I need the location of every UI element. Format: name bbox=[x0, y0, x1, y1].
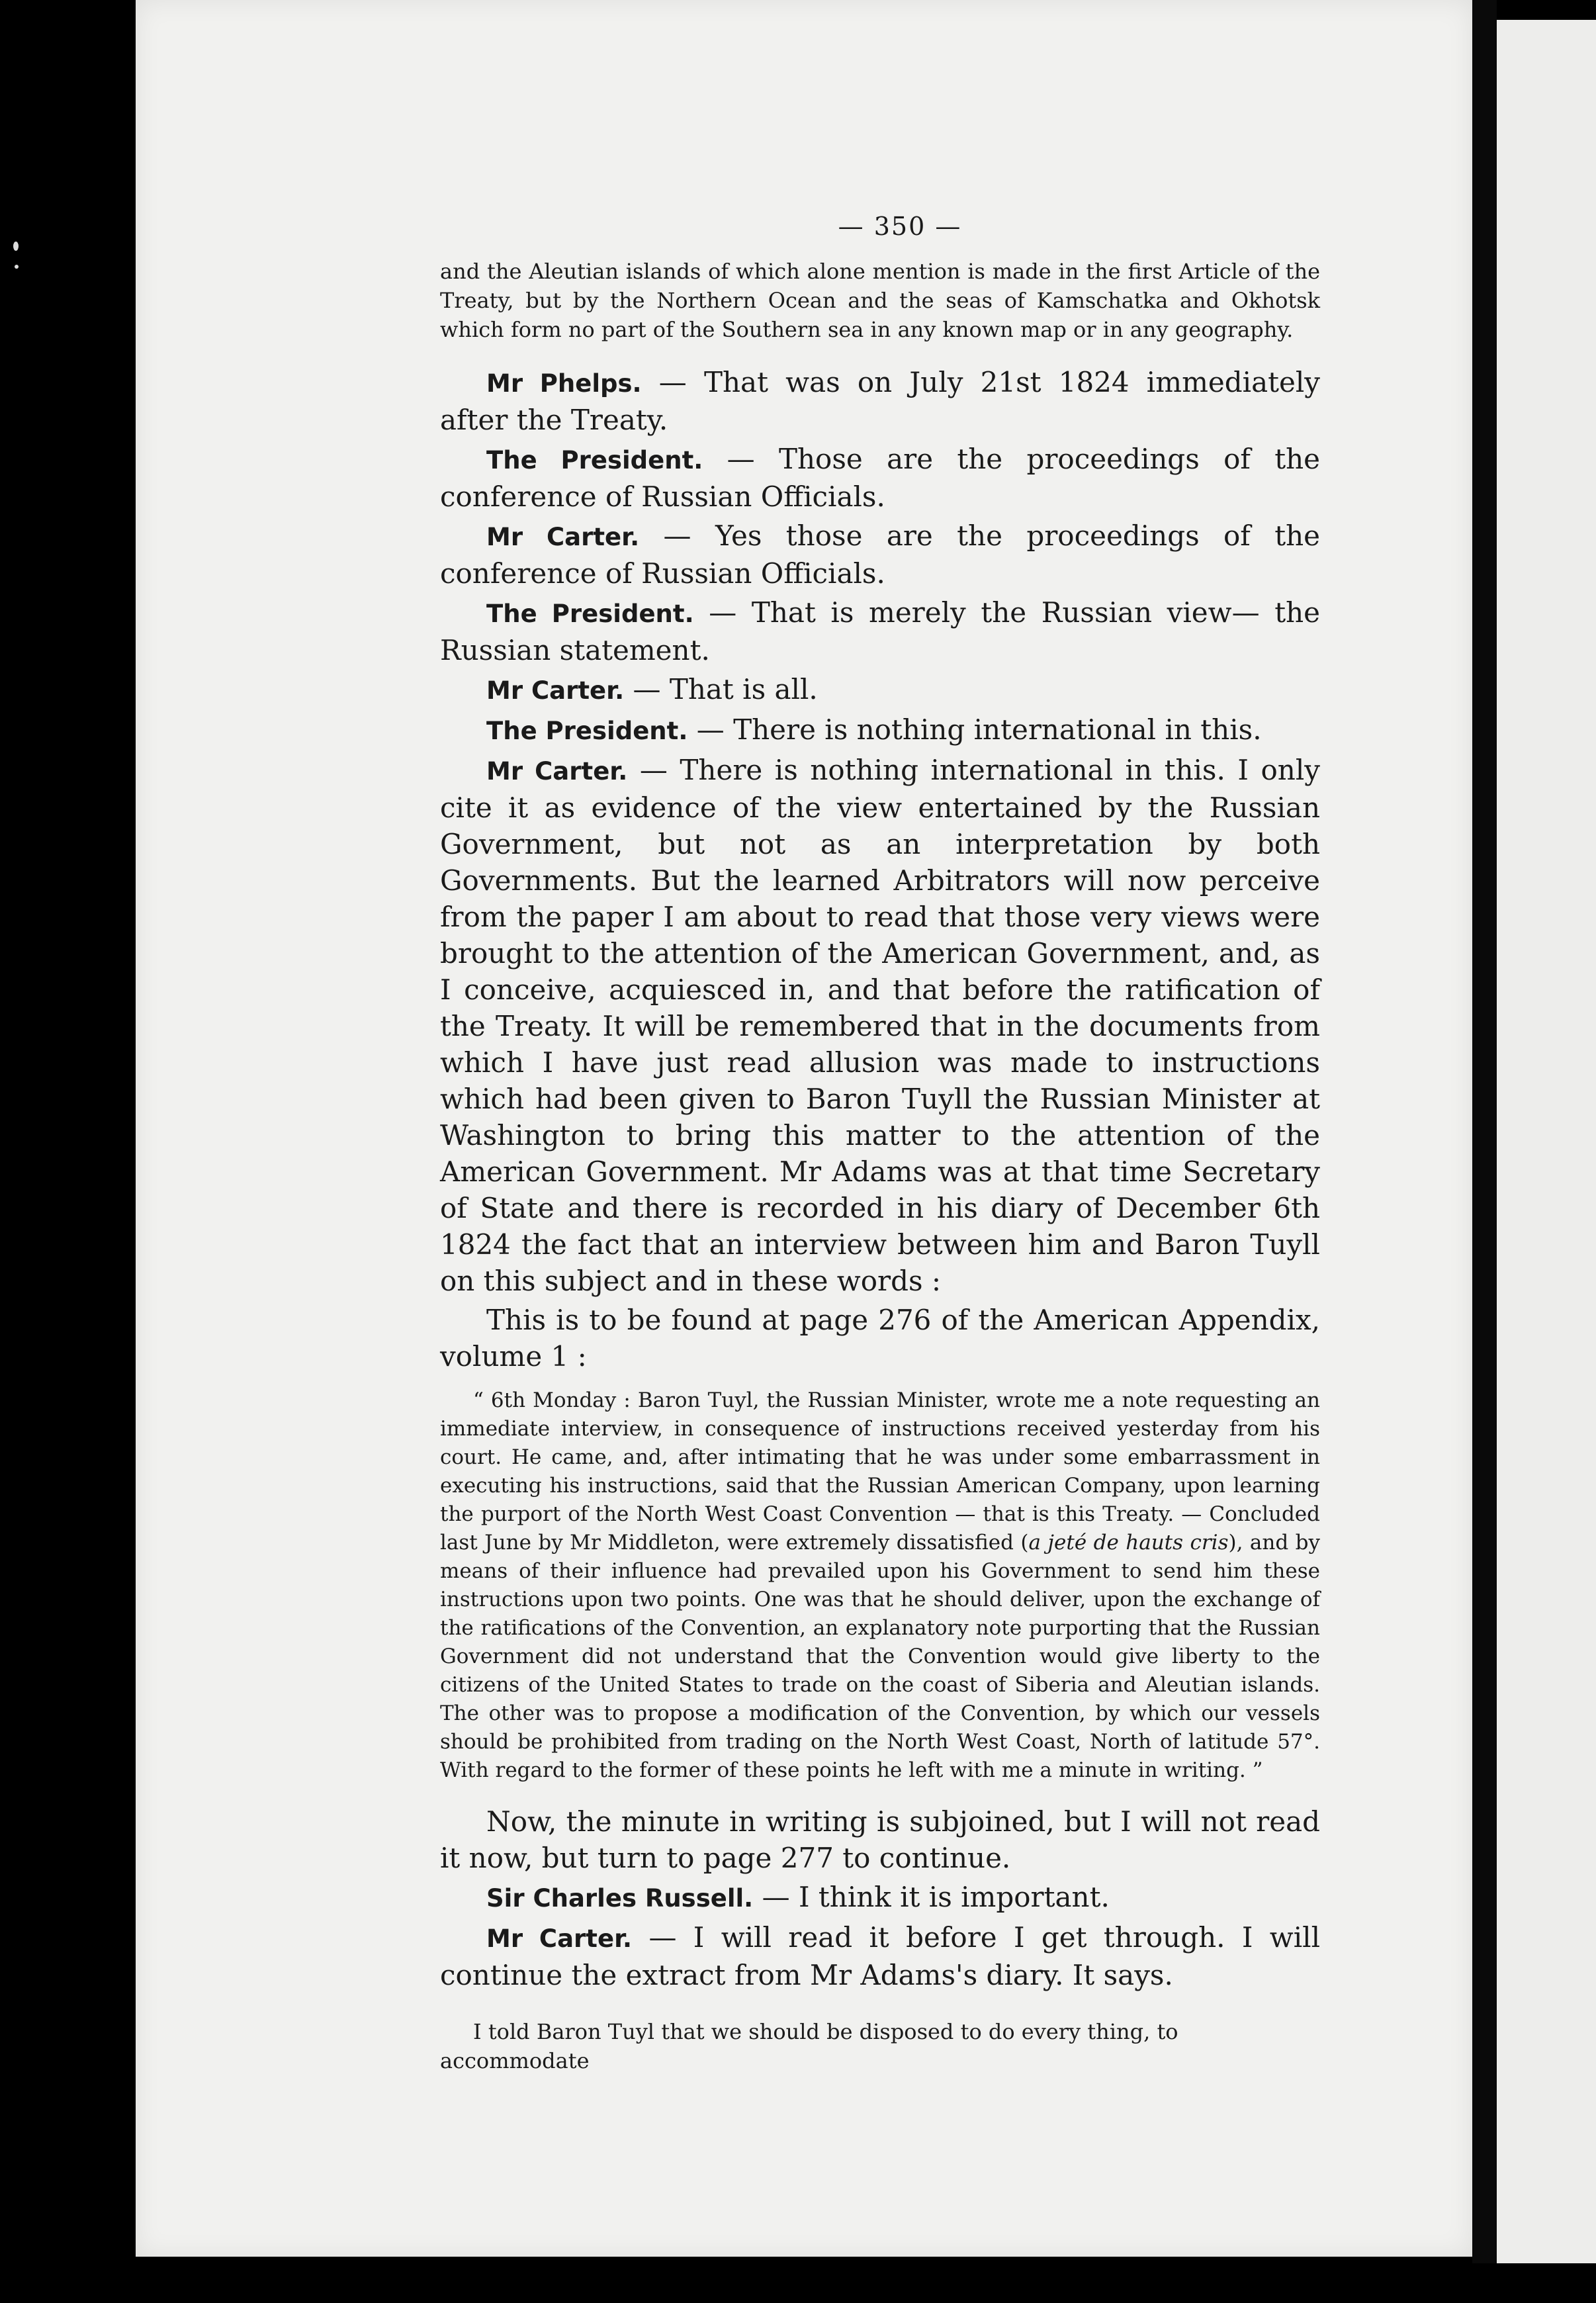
speaker-name: Mr Carter. bbox=[486, 757, 628, 786]
dialogue-line bbox=[440, 1919, 1320, 1993]
speech-text: — There is nothing international in this. bbox=[687, 713, 1262, 746]
page-text bbox=[440, 212, 1320, 2075]
speaker-name: Sir Charles Russell. bbox=[486, 1884, 754, 1913]
speech-text: — There is nothing international in this. I only cite it as evidence of the view entertained by the Russian Government, but not as an interpretation by both Governments. But the learned Arbitrators will now perceive from the paper I am about to read that those very views were brought to the attention of the American Government, and, as I conceive, acquiesced in, and that before the ratification of the Treaty. It will be remembered that in the documents from which I have just read allusion was made to instructions which had been given to Baron Tuyll the Russian Minister at Washington to bring this matter to the attention of the American Government. Mr Adams was at that time Secretary of State and there is recorded in his diary of December 6th 1824 the fact that an interview between him and Baron Tuyll on this subject and in these words : bbox=[440, 754, 1321, 1297]
dialogue-line bbox=[440, 711, 1320, 749]
scan-speck bbox=[15, 265, 19, 269]
diary-quote bbox=[440, 1386, 1320, 1785]
dialogue-line bbox=[440, 441, 1320, 515]
dialogue-line bbox=[440, 1879, 1320, 1917]
quote-text: “ 6th Monday : Baron Tuyl, the Russian Minister, wrote me a note requesting an immediate interview, in consequence of instructions received yesterday from his court. He came, and, after intimating that he was under some embarrassment in executing his instructions, said that the Russian American Company, upon learning the purport of the North West Coast Convention — that is this Treaty. — Concluded last June by Mr Middleton, were extremely dissatisfied ( bbox=[440, 1388, 1320, 1555]
dialogue-line bbox=[440, 671, 1320, 709]
next-page-edge bbox=[1497, 20, 1596, 2263]
dialogue-line bbox=[440, 518, 1320, 592]
speech-text: — Those are the proceedings of the conference of Russian Officials. bbox=[440, 443, 1320, 513]
speech-text: — I will read it before I get through. I will continue the extract from Mr Adams's diary. It says. bbox=[440, 1921, 1321, 1991]
scan-speck bbox=[13, 242, 19, 251]
gutter-shadow bbox=[1472, 0, 1497, 2263]
speaker-name: The President. bbox=[486, 446, 703, 474]
continuation-paragraph: and the Aleutian islands of which alone mention is made in the first Article of the Treaty, but by the Northern Ocean and the seas of Kamschatka and Okhotsk which form no part of the Southern sea in any known map or in any geography. bbox=[440, 259, 1320, 342]
speaker-name: The President. bbox=[486, 600, 694, 628]
speaker-name: Mr Carter. bbox=[486, 676, 625, 705]
dialogue-line bbox=[440, 364, 1320, 438]
page-number: — 350 — bbox=[838, 212, 962, 241]
speech-text: — That is merely the Russian view— the Russian statement. bbox=[440, 596, 1320, 666]
speech-text: — That was on July 21st 1824 immediately after the Treaty. bbox=[440, 366, 1320, 436]
dialogue-line bbox=[440, 752, 1320, 1299]
speaker-name: The President. bbox=[486, 717, 688, 745]
speech-text: — That is all. bbox=[624, 673, 818, 705]
intro-line: This is to be found at page 276 of the American Appendix, volume 1 : bbox=[440, 1304, 1320, 1373]
after-quote-paragraph: Now, the minute in writing is subjoined, but I will not read it now, but turn to page 277 to continue. bbox=[440, 1805, 1320, 1874]
speaker-name: Mr Carter. bbox=[486, 1924, 633, 1953]
speaker-name: Mr Phelps. bbox=[486, 369, 642, 398]
speech-text: — I think it is important. bbox=[753, 1881, 1110, 1913]
quote-text: ), and by means of their influence had prevailed upon his Government to send him these instructions upon two points. One was that he should deliver, upon the exchange of the ratifications of the Convention, an explanatory note purporting that the Russian Government did not understand that the Convention would give liberty to the citizens of the United States to trade on the coast of Siberia and Aleutian islands. The other was to propose a modification of the Convention, by which our vessels should be prohibited from trading on the North West Coast, North of latitude 57°. With regard to the former of these points he left with me a minute in writing. ” bbox=[440, 1531, 1320, 1782]
quote-italic: a jeté de hauts cris bbox=[1028, 1531, 1229, 1555]
final-quote-line: I told Baron Tuyl that we should be disposed to do every thing, to accommodate bbox=[440, 2019, 1178, 2073]
speaker-name: Mr Carter. bbox=[486, 523, 640, 551]
dialogue-line bbox=[440, 594, 1320, 668]
speech-text: — Yes those are the proceedings of the conference of Russian Officials. bbox=[440, 519, 1321, 590]
